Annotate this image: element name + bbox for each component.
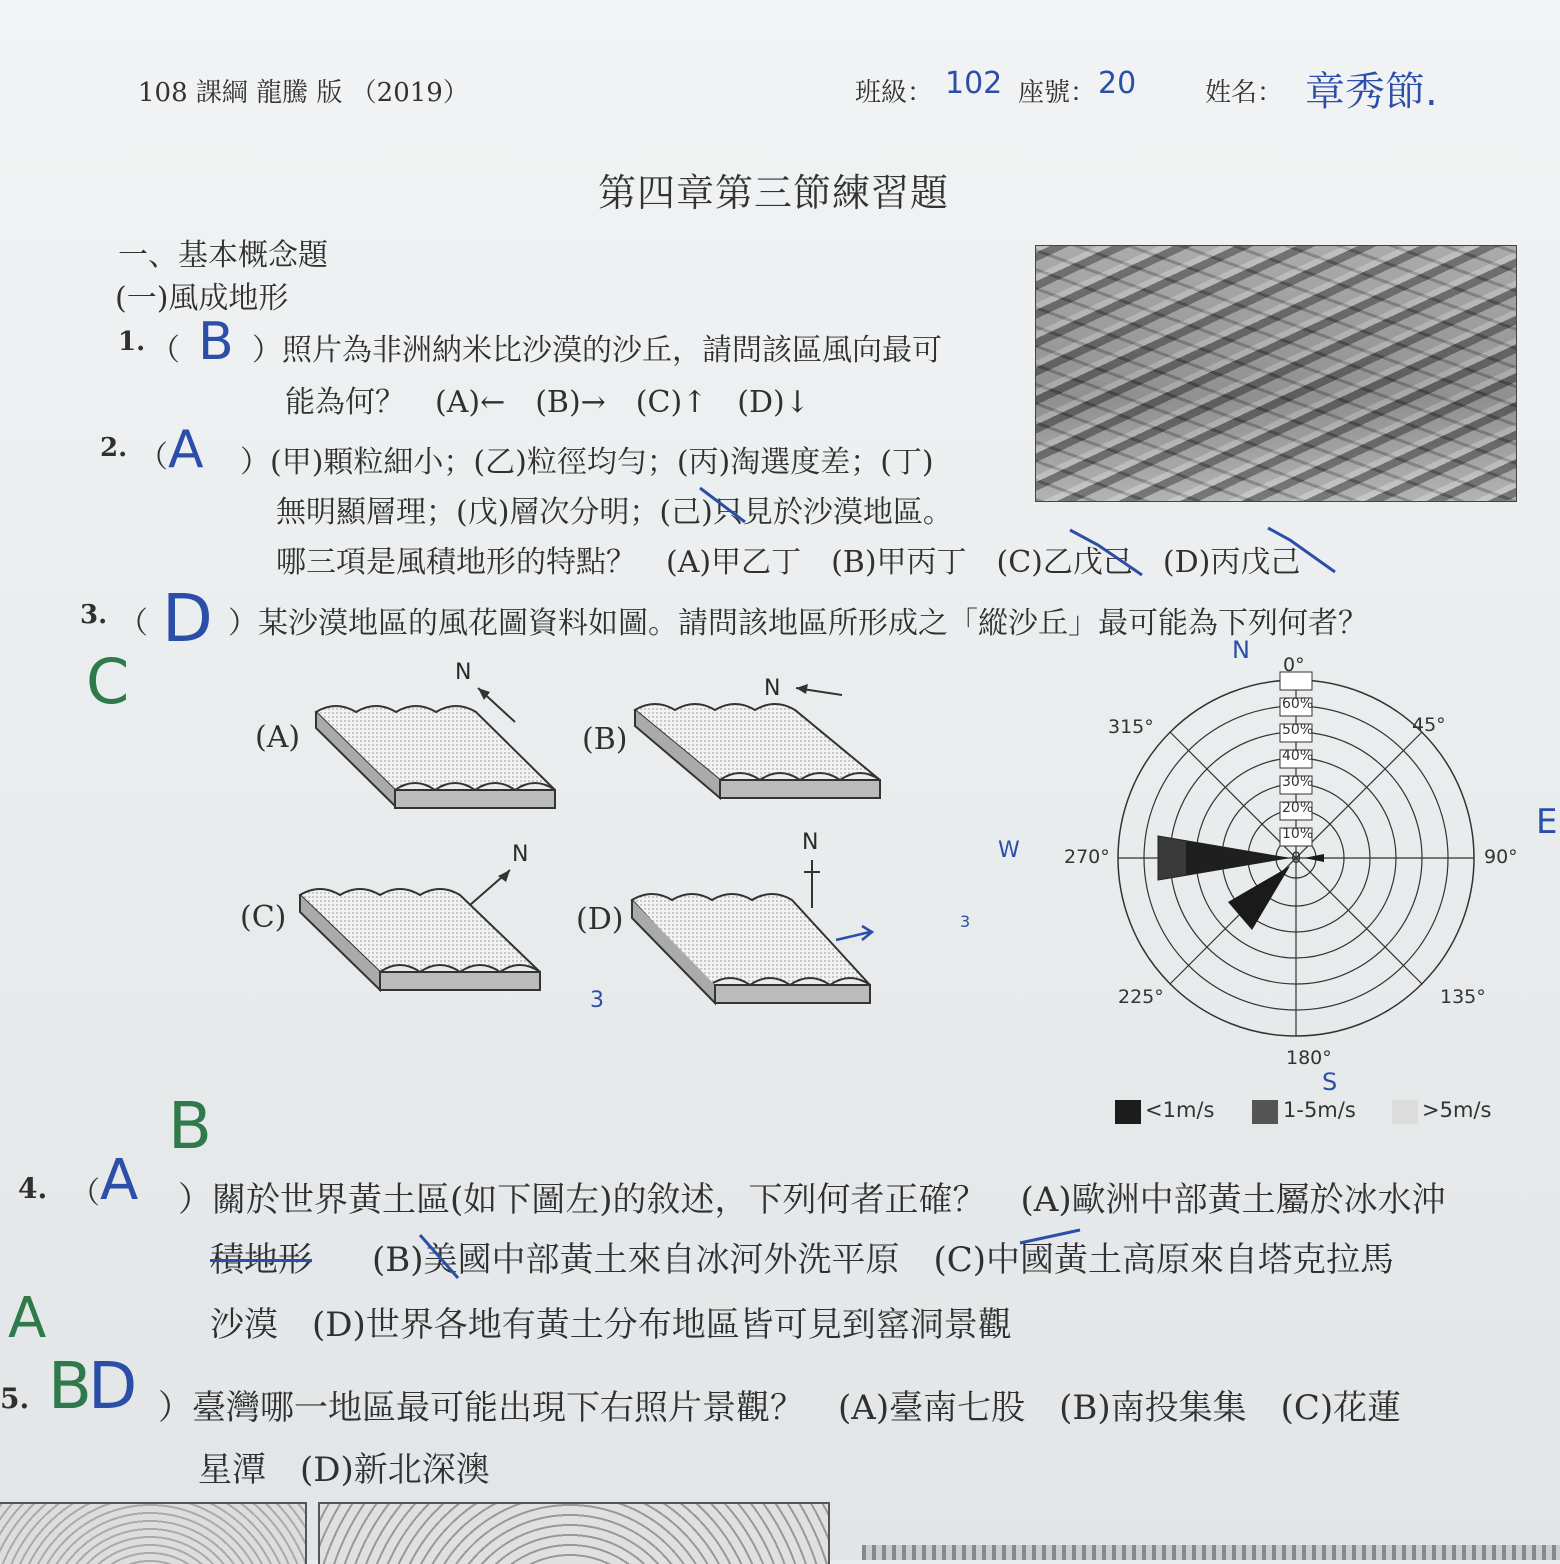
edition-label: 108 課綱 龍騰 版 （2019）: [138, 78, 469, 108]
landscape-photo-edge: [862, 1545, 1560, 1560]
ring-40: 40%: [1282, 748, 1314, 764]
page-title: 第四章第三節練習題: [598, 171, 950, 215]
deg-45: 45°: [1412, 714, 1446, 736]
deg-0: 0°: [1283, 654, 1305, 676]
deg-270: 270°: [1064, 846, 1110, 868]
q4-line3: 沙漠 (D)世界各地有黃土分布地區皆可見到窰洞景觀: [210, 1305, 1012, 1345]
option-b-label: (B): [582, 722, 628, 757]
q2-paren: （: [138, 440, 168, 475]
name-label: 姓名：: [1205, 78, 1284, 108]
q3-correction: C: [86, 645, 130, 718]
q5-number: 5.: [0, 1382, 30, 1415]
q2-line2: 無明顯層理；(戊)層次分明；(己)只見於沙漠地區。: [276, 495, 953, 530]
diagram-c-north: N: [512, 842, 529, 867]
q2-line1: ）(甲)顆粒細小；(乙)粒徑均勻；(丙)淘選度差；(丁): [240, 445, 934, 480]
q2-line3: 哪三項是風積地形的特點？ (A)甲乙丁 (B)甲丙丁 (C)乙戊己 (D)丙戊己: [276, 545, 1301, 580]
q4-line2: (B)美國中部黃土來自冰河外洗平原 (C)中國黃土高原來自塔克拉馬: [338, 1240, 1395, 1280]
hand-3b: 3: [960, 912, 971, 931]
legend-lt1: <1m/s: [1145, 1098, 1215, 1122]
ring-20: 20%: [1282, 800, 1314, 816]
section-heading: 一、基本概念題: [118, 238, 328, 273]
hand-3a: 3: [590, 988, 604, 1013]
legend-mid: 1-5m/s: [1283, 1098, 1356, 1122]
q3-paren: （: [118, 606, 148, 641]
q4-line2-struck: 積地形: [210, 1240, 312, 1280]
ring-center: 0: [1291, 848, 1302, 867]
q1-paren: （: [150, 333, 180, 368]
deg-225: 225°: [1118, 986, 1164, 1008]
ring-30: 30%: [1282, 774, 1314, 790]
q3-line1: ）某沙漠地區的風花圖資料如圖。請問該地區所形成之「縱沙丘」最可能為下列何者？: [228, 606, 1368, 641]
hand-south: S: [1322, 1068, 1338, 1096]
q4-answer2: B: [168, 1090, 212, 1164]
hand-east: E: [1536, 802, 1558, 842]
diagram-d-north: N: [802, 830, 819, 855]
option-a-label: (A): [255, 720, 301, 755]
q5-green-answer: B: [48, 1350, 92, 1424]
ring-50: 50%: [1282, 722, 1314, 738]
q4-line1: ）關於世界黃土區(如下圖左)的敘述，下列何者正確？ (A)歐洲中部黃土屬於冰水沖: [178, 1180, 1446, 1220]
q5-line2: 星潭 (D)新北深澳: [198, 1450, 490, 1490]
seat-value: 20: [1098, 66, 1137, 101]
diagram-a-north: N: [455, 660, 472, 685]
q1-number: 1.: [118, 327, 146, 357]
option-c-label: (C): [240, 900, 287, 935]
q3-number: 3.: [80, 600, 108, 630]
hand-north: N: [1232, 636, 1250, 664]
q4-number: 4.: [18, 1172, 48, 1205]
q4-paren: （: [70, 1176, 100, 1211]
q2-answer: A: [168, 420, 204, 480]
q3-answer: D: [162, 580, 213, 657]
q4-answer: A: [100, 1148, 139, 1213]
loess-map-image: [0, 1502, 307, 1564]
q2-number: 2.: [100, 433, 128, 463]
q1-line1: ）照片為非洲納米比沙漠的沙丘，請問該區風向最可: [252, 333, 942, 368]
seat-label: 座號：: [1018, 78, 1097, 108]
loess-map-image-2: [318, 1502, 830, 1564]
class-label: 班級：: [855, 78, 934, 108]
legend-gt5: >5m/s: [1422, 1098, 1492, 1122]
ring-10: 10%: [1282, 826, 1314, 842]
subsection-heading: (一)風成地形: [115, 281, 289, 316]
q5-answer: D: [88, 1350, 138, 1424]
q1-answer: B: [198, 312, 234, 372]
q1-line2: 能為何？ (A)← (B)→ (C)↑ (D)↓: [285, 385, 810, 420]
q4-margin-mark: A: [8, 1286, 47, 1351]
class-value: 102: [945, 66, 1003, 101]
option-d-label: (D): [576, 902, 624, 937]
hand-west: W: [998, 838, 1020, 863]
ring-60: 60%: [1282, 696, 1314, 712]
deg-90: 90°: [1484, 846, 1518, 868]
diagram-b-north: N: [764, 676, 781, 701]
name-value: 章秀節.: [1305, 69, 1438, 115]
deg-135: 135°: [1440, 986, 1486, 1008]
deg-180: 180°: [1286, 1047, 1332, 1069]
q5-line1: ）臺灣哪一地區最可能出現下右照片景觀？ (A)臺南七股 (B)南投集集 (C)花蓮: [158, 1388, 1402, 1428]
deg-315: 315°: [1108, 716, 1154, 738]
